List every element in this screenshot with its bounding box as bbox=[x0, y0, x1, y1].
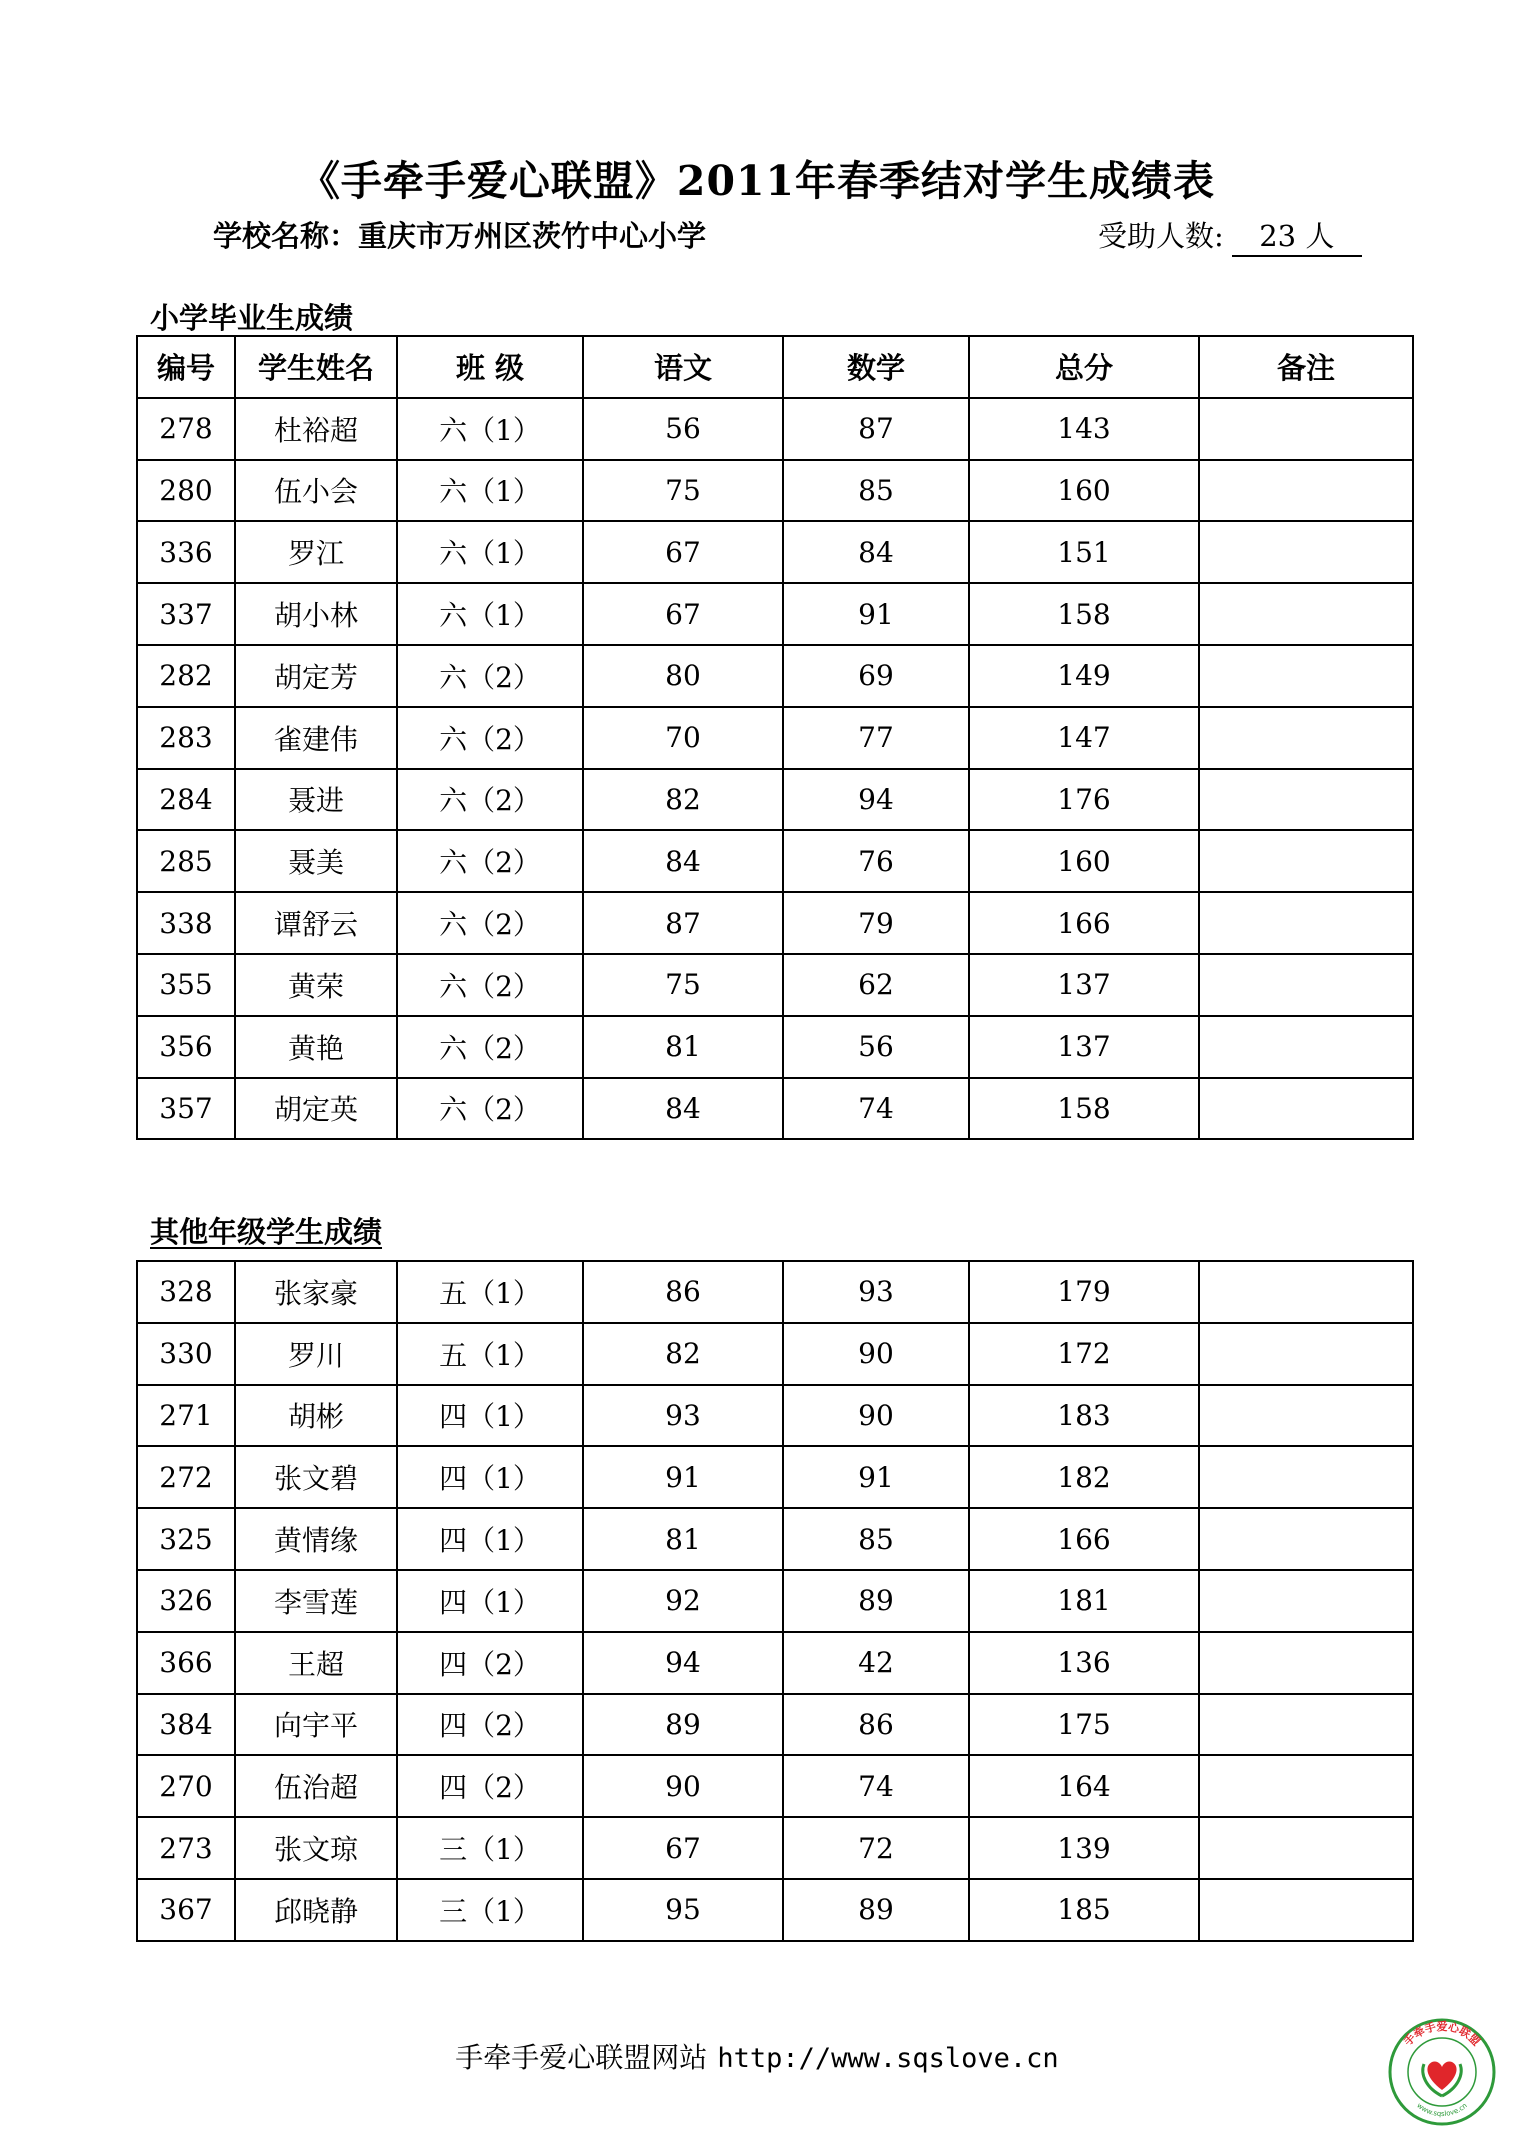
cell-total: 179 bbox=[969, 1261, 1199, 1323]
cell-name: 胡小林 bbox=[235, 583, 397, 645]
cell-id: 283 bbox=[137, 707, 235, 769]
header-total: 总分 bbox=[969, 336, 1199, 398]
table-row bbox=[137, 1016, 1413, 1078]
others-table bbox=[136, 1260, 1414, 1942]
cell-math: 74 bbox=[783, 1755, 969, 1817]
table-row bbox=[137, 1632, 1413, 1694]
cell-class: 四（2） bbox=[397, 1694, 583, 1756]
cell-name: 黄情缘 bbox=[235, 1508, 397, 1570]
cell-class: 四（1） bbox=[397, 1385, 583, 1447]
cell-chinese: 93 bbox=[583, 1385, 783, 1447]
cell-total: 137 bbox=[969, 954, 1199, 1016]
cell-note bbox=[1199, 1323, 1413, 1385]
cell-name: 黄艳 bbox=[235, 1016, 397, 1078]
cell-total: 172 bbox=[969, 1323, 1199, 1385]
cell-class: 六（2） bbox=[397, 954, 583, 1016]
cell-class: 六（2） bbox=[397, 830, 583, 892]
cell-id: 355 bbox=[137, 954, 235, 1016]
cell-math: 93 bbox=[783, 1261, 969, 1323]
section-title-graduates: 小学毕业生成绩 bbox=[150, 301, 354, 335]
table-row bbox=[137, 1261, 1413, 1323]
table-row bbox=[137, 892, 1413, 954]
cell-id: 284 bbox=[137, 769, 235, 831]
table-row bbox=[137, 1817, 1413, 1879]
cell-total: 164 bbox=[969, 1755, 1199, 1817]
cell-math: 84 bbox=[783, 521, 969, 583]
cell-id: 270 bbox=[137, 1755, 235, 1817]
cell-name: 胡彬 bbox=[235, 1385, 397, 1447]
footer bbox=[0, 2036, 1514, 2076]
cell-class: 六（1） bbox=[397, 521, 583, 583]
cell-math: 42 bbox=[783, 1632, 969, 1694]
cell-chinese: 84 bbox=[583, 830, 783, 892]
cell-class: 六（2） bbox=[397, 1016, 583, 1078]
cell-id: 328 bbox=[137, 1261, 235, 1323]
heart-hands-logo-icon bbox=[1386, 2016, 1498, 2128]
cell-note bbox=[1199, 583, 1413, 645]
cell-note bbox=[1199, 769, 1413, 831]
cell-id: 326 bbox=[137, 1570, 235, 1632]
cell-name: 黄荣 bbox=[235, 954, 397, 1016]
table-row bbox=[137, 1323, 1413, 1385]
header-id: 编号 bbox=[137, 336, 235, 398]
cell-class: 六（2） bbox=[397, 892, 583, 954]
header-chinese: 语文 bbox=[583, 336, 783, 398]
cell-math: 72 bbox=[783, 1817, 969, 1879]
cell-name: 伍治超 bbox=[235, 1755, 397, 1817]
cell-name: 伍小会 bbox=[235, 460, 397, 522]
cell-chinese: 81 bbox=[583, 1016, 783, 1078]
cell-math: 85 bbox=[783, 1508, 969, 1570]
cell-chinese: 91 bbox=[583, 1446, 783, 1508]
table-row bbox=[137, 583, 1413, 645]
cell-total: 160 bbox=[969, 830, 1199, 892]
cell-chinese: 81 bbox=[583, 1508, 783, 1570]
cell-math: 91 bbox=[783, 583, 969, 645]
cell-class: 五（1） bbox=[397, 1323, 583, 1385]
cell-name: 罗江 bbox=[235, 521, 397, 583]
cell-chinese: 86 bbox=[583, 1261, 783, 1323]
cell-chinese: 67 bbox=[583, 583, 783, 645]
cell-class: 三（1） bbox=[397, 1879, 583, 1941]
cell-chinese: 92 bbox=[583, 1570, 783, 1632]
cell-note bbox=[1199, 1632, 1413, 1694]
cell-chinese: 70 bbox=[583, 707, 783, 769]
aid-count-line bbox=[1098, 214, 1362, 257]
cell-math: 77 bbox=[783, 707, 969, 769]
cell-total: 181 bbox=[969, 1570, 1199, 1632]
cell-note bbox=[1199, 707, 1413, 769]
cell-note bbox=[1199, 1261, 1413, 1323]
cell-class: 六（1） bbox=[397, 583, 583, 645]
cell-chinese: 67 bbox=[583, 521, 783, 583]
cell-class: 六（2） bbox=[397, 707, 583, 769]
footer-url[interactable]: http://www.sqslove.cn bbox=[717, 2043, 1059, 2074]
cell-chinese: 75 bbox=[583, 460, 783, 522]
cell-id: 278 bbox=[137, 398, 235, 460]
cell-name: 胡定芳 bbox=[235, 645, 397, 707]
cell-class: 六（1） bbox=[397, 460, 583, 522]
cell-chinese: 87 bbox=[583, 892, 783, 954]
page-title: 《手牵手爱心联盟》2011年春季结对学生成绩表 bbox=[298, 157, 1216, 205]
cell-note bbox=[1199, 1879, 1413, 1941]
cell-note bbox=[1199, 521, 1413, 583]
cell-id: 366 bbox=[137, 1632, 235, 1694]
footer-text: 手牵手爱心联盟网站 bbox=[455, 2041, 708, 2074]
cell-class: 六（2） bbox=[397, 1078, 583, 1140]
cell-note bbox=[1199, 460, 1413, 522]
graduates-table bbox=[136, 335, 1414, 1140]
cell-id: 336 bbox=[137, 521, 235, 583]
cell-chinese: 84 bbox=[583, 1078, 783, 1140]
cell-id: 271 bbox=[137, 1385, 235, 1447]
header-math: 数学 bbox=[783, 336, 969, 398]
cell-total: 166 bbox=[969, 1508, 1199, 1570]
cell-id: 272 bbox=[137, 1446, 235, 1508]
cell-chinese: 82 bbox=[583, 769, 783, 831]
table-row bbox=[137, 707, 1413, 769]
cell-chinese: 75 bbox=[583, 954, 783, 1016]
table-row bbox=[137, 1078, 1413, 1140]
cell-name: 王超 bbox=[235, 1632, 397, 1694]
table-row bbox=[137, 1570, 1413, 1632]
table-row bbox=[137, 1508, 1413, 1570]
table-row bbox=[137, 954, 1413, 1016]
cell-note bbox=[1199, 954, 1413, 1016]
cell-total: 166 bbox=[969, 892, 1199, 954]
table-row bbox=[137, 1879, 1413, 1941]
cell-note bbox=[1199, 1508, 1413, 1570]
cell-total: 137 bbox=[969, 1016, 1199, 1078]
cell-total: 151 bbox=[969, 521, 1199, 583]
cell-class: 四（1） bbox=[397, 1446, 583, 1508]
cell-id: 337 bbox=[137, 583, 235, 645]
cell-total: 149 bbox=[969, 645, 1199, 707]
cell-id: 367 bbox=[137, 1879, 235, 1941]
cell-name: 杜裕超 bbox=[235, 398, 397, 460]
svg-text:www.sqslove.cn: www.sqslove.cn bbox=[1415, 2101, 1469, 2119]
cell-id: 338 bbox=[137, 892, 235, 954]
cell-name: 雀建伟 bbox=[235, 707, 397, 769]
cell-chinese: 89 bbox=[583, 1694, 783, 1756]
cell-total: 183 bbox=[969, 1385, 1199, 1447]
cell-math: 87 bbox=[783, 398, 969, 460]
cell-class: 六（2） bbox=[397, 645, 583, 707]
table-row bbox=[137, 521, 1413, 583]
cell-total: 182 bbox=[969, 1446, 1199, 1508]
table-row bbox=[137, 645, 1413, 707]
cell-note bbox=[1199, 398, 1413, 460]
table-row bbox=[137, 830, 1413, 892]
cell-total: 175 bbox=[969, 1694, 1199, 1756]
cell-note bbox=[1199, 830, 1413, 892]
cell-math: 56 bbox=[783, 1016, 969, 1078]
school-name: 学校名称：重庆市万州区茨竹中心小学 bbox=[213, 219, 707, 253]
cell-id: 282 bbox=[137, 645, 235, 707]
table-row bbox=[137, 1755, 1413, 1817]
cell-name: 胡定英 bbox=[235, 1078, 397, 1140]
table-row bbox=[137, 769, 1413, 831]
cell-math: 62 bbox=[783, 954, 969, 1016]
cell-total: 147 bbox=[969, 707, 1199, 769]
cell-math: 89 bbox=[783, 1570, 969, 1632]
cell-chinese: 82 bbox=[583, 1323, 783, 1385]
cell-note bbox=[1199, 1817, 1413, 1879]
cell-note bbox=[1199, 1078, 1413, 1140]
cell-class: 三（1） bbox=[397, 1817, 583, 1879]
cell-class: 四（1） bbox=[397, 1508, 583, 1570]
cell-class: 六（1） bbox=[397, 398, 583, 460]
cell-id: 357 bbox=[137, 1078, 235, 1140]
header-class: 班 级 bbox=[397, 336, 583, 398]
cell-chinese: 80 bbox=[583, 645, 783, 707]
cell-math: 69 bbox=[783, 645, 969, 707]
cell-name: 向宇平 bbox=[235, 1694, 397, 1756]
cell-chinese: 94 bbox=[583, 1632, 783, 1694]
cell-id: 280 bbox=[137, 460, 235, 522]
cell-class: 四（2） bbox=[397, 1755, 583, 1817]
table-row bbox=[137, 398, 1413, 460]
cell-class: 六（2） bbox=[397, 769, 583, 831]
cell-math: 90 bbox=[783, 1323, 969, 1385]
cell-math: 86 bbox=[783, 1694, 969, 1756]
cell-total: 143 bbox=[969, 398, 1199, 460]
cell-name: 谭舒云 bbox=[235, 892, 397, 954]
table-header-row bbox=[137, 336, 1413, 398]
cell-name: 张文琼 bbox=[235, 1817, 397, 1879]
cell-chinese: 95 bbox=[583, 1879, 783, 1941]
cell-chinese: 67 bbox=[583, 1817, 783, 1879]
cell-id: 325 bbox=[137, 1508, 235, 1570]
cell-math: 90 bbox=[783, 1385, 969, 1447]
cell-math: 91 bbox=[783, 1446, 969, 1508]
cell-name: 罗川 bbox=[235, 1323, 397, 1385]
cell-total: 185 bbox=[969, 1879, 1199, 1941]
header-name: 学生姓名 bbox=[235, 336, 397, 398]
cell-chinese: 56 bbox=[583, 398, 783, 460]
cell-id: 356 bbox=[137, 1016, 235, 1078]
cell-note bbox=[1199, 645, 1413, 707]
cell-total: 158 bbox=[969, 583, 1199, 645]
table-row bbox=[137, 460, 1413, 522]
cell-math: 94 bbox=[783, 769, 969, 831]
table-row bbox=[137, 1385, 1413, 1447]
cell-id: 273 bbox=[137, 1817, 235, 1879]
header-note: 备注 bbox=[1199, 336, 1413, 398]
cell-total: 158 bbox=[969, 1078, 1199, 1140]
cell-name: 张文碧 bbox=[235, 1446, 397, 1508]
table-row bbox=[137, 1446, 1413, 1508]
cell-id: 384 bbox=[137, 1694, 235, 1756]
cell-total: 136 bbox=[969, 1632, 1199, 1694]
cell-id: 330 bbox=[137, 1323, 235, 1385]
cell-chinese: 90 bbox=[583, 1755, 783, 1817]
cell-class: 五（1） bbox=[397, 1261, 583, 1323]
cell-math: 79 bbox=[783, 892, 969, 954]
cell-total: 139 bbox=[969, 1817, 1199, 1879]
cell-note bbox=[1199, 1385, 1413, 1447]
cell-math: 74 bbox=[783, 1078, 969, 1140]
cell-id: 285 bbox=[137, 830, 235, 892]
cell-note bbox=[1199, 1570, 1413, 1632]
cell-note bbox=[1199, 1755, 1413, 1817]
aid-label: 受助人数: bbox=[1098, 219, 1224, 253]
cell-note bbox=[1199, 1446, 1413, 1508]
aid-count: 23 人 bbox=[1232, 214, 1362, 257]
svg-text:手牵手爱心联盟: 手牵手爱心联盟 bbox=[1401, 2020, 1483, 2049]
cell-note bbox=[1199, 1694, 1413, 1756]
cell-name: 李雪莲 bbox=[235, 1570, 397, 1632]
cell-math: 89 bbox=[783, 1879, 969, 1941]
table-row bbox=[137, 1694, 1413, 1756]
cell-name: 邱晓静 bbox=[235, 1879, 397, 1941]
cell-class: 四（1） bbox=[397, 1570, 583, 1632]
cell-class: 四（2） bbox=[397, 1632, 583, 1694]
cell-math: 85 bbox=[783, 460, 969, 522]
cell-name: 聂进 bbox=[235, 769, 397, 831]
cell-total: 160 bbox=[969, 460, 1199, 522]
cell-name: 聂美 bbox=[235, 830, 397, 892]
section-title-others: 其他年级学生成绩 bbox=[150, 1215, 383, 1249]
cell-note bbox=[1199, 1016, 1413, 1078]
cell-note bbox=[1199, 892, 1413, 954]
cell-total: 176 bbox=[969, 769, 1199, 831]
cell-math: 76 bbox=[783, 830, 969, 892]
cell-name: 张家豪 bbox=[235, 1261, 397, 1323]
